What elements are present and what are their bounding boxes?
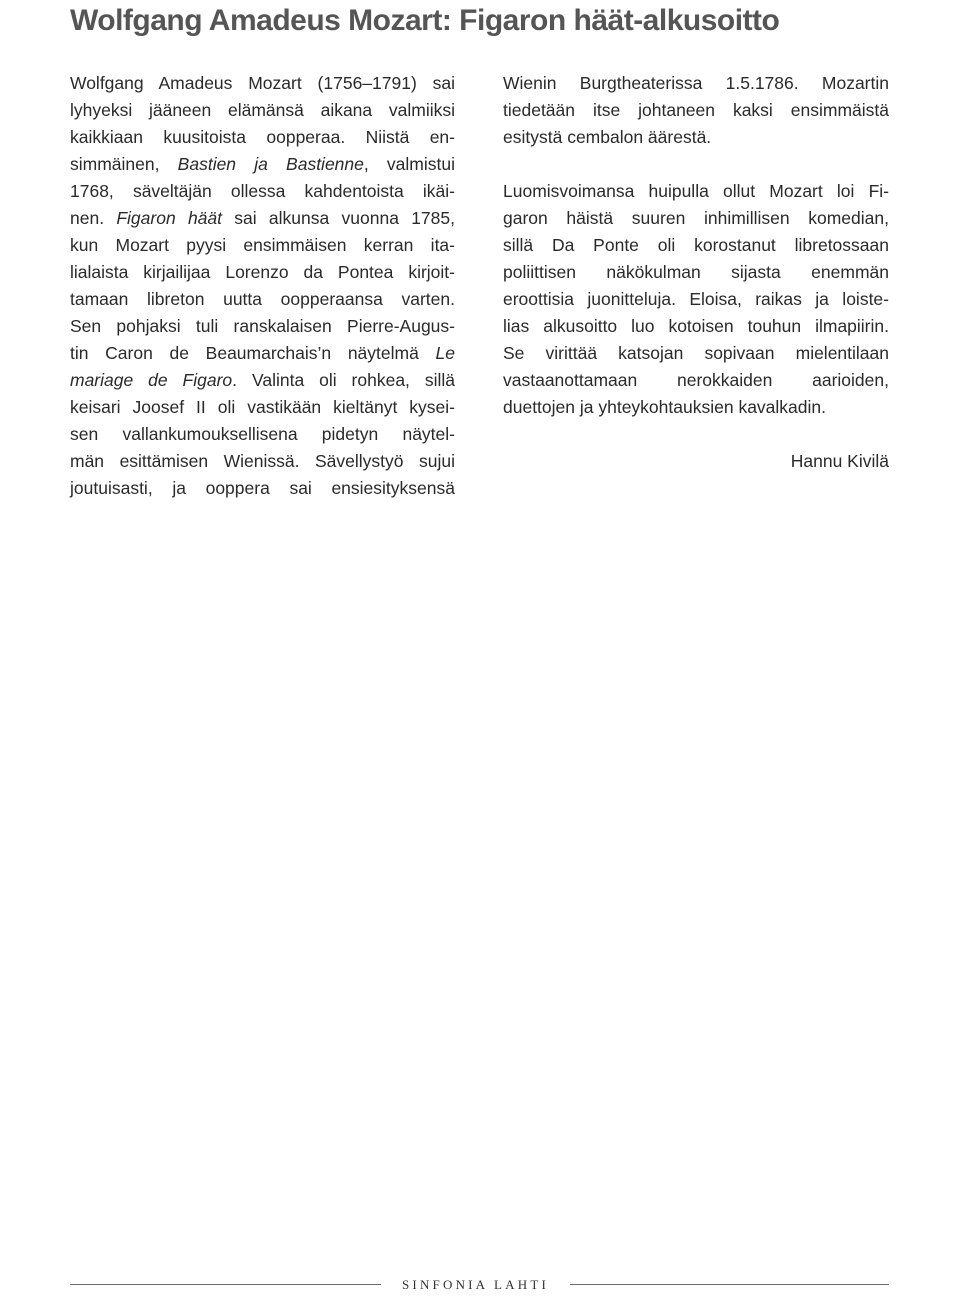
text-line: 1768, säveltäjän ollessa kahdentoista ikäi- <box>70 181 455 201</box>
footer-logo: SINFONIA LAHTI <box>402 1277 549 1292</box>
text-fragment: , valmistui <box>363 154 455 174</box>
page-title: Wolfgang Amadeus Mozart: Figaron häät-alkusoitto <box>70 4 780 37</box>
author-signature: Hannu Kivilä <box>790 451 889 471</box>
text-line: poliittisen näkökulman sijasta enemmän <box>503 262 889 282</box>
text-line: kun Mozart pyysi ensimmäisen kerran ita- <box>70 235 455 255</box>
text-line: sillä Da Ponte oli korostanut libretossaan <box>503 235 889 255</box>
text-fragment: sai alkunsa vuonna 1785, <box>222 208 455 228</box>
text-line: tamaan libreton uutta oopperaansa varten. <box>70 289 455 309</box>
text-line: lialaista kirjailijaa Lorenzo da Pontea kirjoit- <box>70 262 455 282</box>
article-right-column <box>503 70 889 475</box>
text-line: esitystä cembalon äärestä. <box>503 127 712 147</box>
text-fragment: tin Caron de Beaumarchais’n näytelmä <box>70 343 436 363</box>
work-title-italic: Figaron häät <box>116 208 223 228</box>
text-line: kaikkiaan kuusitoista oopperaa. Niistä en- <box>70 127 455 147</box>
work-title-italic: mariage de Figaro <box>70 370 233 390</box>
text-line: duettojen ja yhteykohtauksien kavalkadin. <box>503 397 826 417</box>
text-line: män esittämisen Wienissä. Sävellystyö sujui <box>70 451 455 471</box>
text-line: Sen pohjaksi tuli ranskalaisen Pierre-Augus- <box>70 316 455 336</box>
paragraph-gap <box>503 421 889 448</box>
text-line <box>70 340 455 367</box>
work-title-italic: Le <box>435 343 455 363</box>
text-line: keisari Joosef II oli vastikään kieltänyt kysei- <box>70 397 455 417</box>
text-line: Luomisvoimansa huipulla ollut Mozart loi Fi- <box>503 181 889 201</box>
work-title-italic: Bastien ja Bastienne <box>177 154 364 174</box>
text-line: vastaanottamaan nerokkaiden aarioiden, <box>503 370 889 390</box>
article-left-column <box>70 70 455 502</box>
text-fragment: simmäinen, <box>70 154 178 174</box>
page-footer <box>0 1271 960 1301</box>
text-line <box>70 367 455 394</box>
text-line: lias alkusoitto luo kotoisen touhun ilmapiirin. <box>503 316 889 336</box>
text-line: Se virittää katsojan sopivaan mielentilaan <box>503 343 889 363</box>
text-line: Wolfgang Amadeus Mozart (1756–1791) sai <box>70 73 455 93</box>
text-line: garon häistä suuren inhimillisen komedian, <box>503 208 889 228</box>
text-line <box>70 205 455 232</box>
footer-divider-right <box>570 1284 889 1285</box>
text-line: lyhyeksi jääneen elämänsä aikana valmiiksi <box>70 100 455 120</box>
text-fragment: . Valinta oli rohkea, sillä <box>232 370 455 390</box>
text-line: eroottisia juonitteluja. Eloisa, raikas ja loiste- <box>503 289 889 309</box>
text-line: joutuisasti, ja ooppera sai ensiesityksensä <box>70 478 455 498</box>
text-line: sen vallankumouksellisena pidetyn näytel- <box>70 424 455 444</box>
paragraph-gap <box>503 151 889 178</box>
text-line: tiedetään itse johtaneen kaksi ensimmäistä <box>503 100 889 120</box>
text-fragment: nen. <box>70 208 117 228</box>
text-line: Wienin Burgtheaterissa 1.5.1786. Mozartin <box>503 73 889 93</box>
footer-divider-left <box>70 1284 381 1285</box>
text-line <box>70 151 455 178</box>
